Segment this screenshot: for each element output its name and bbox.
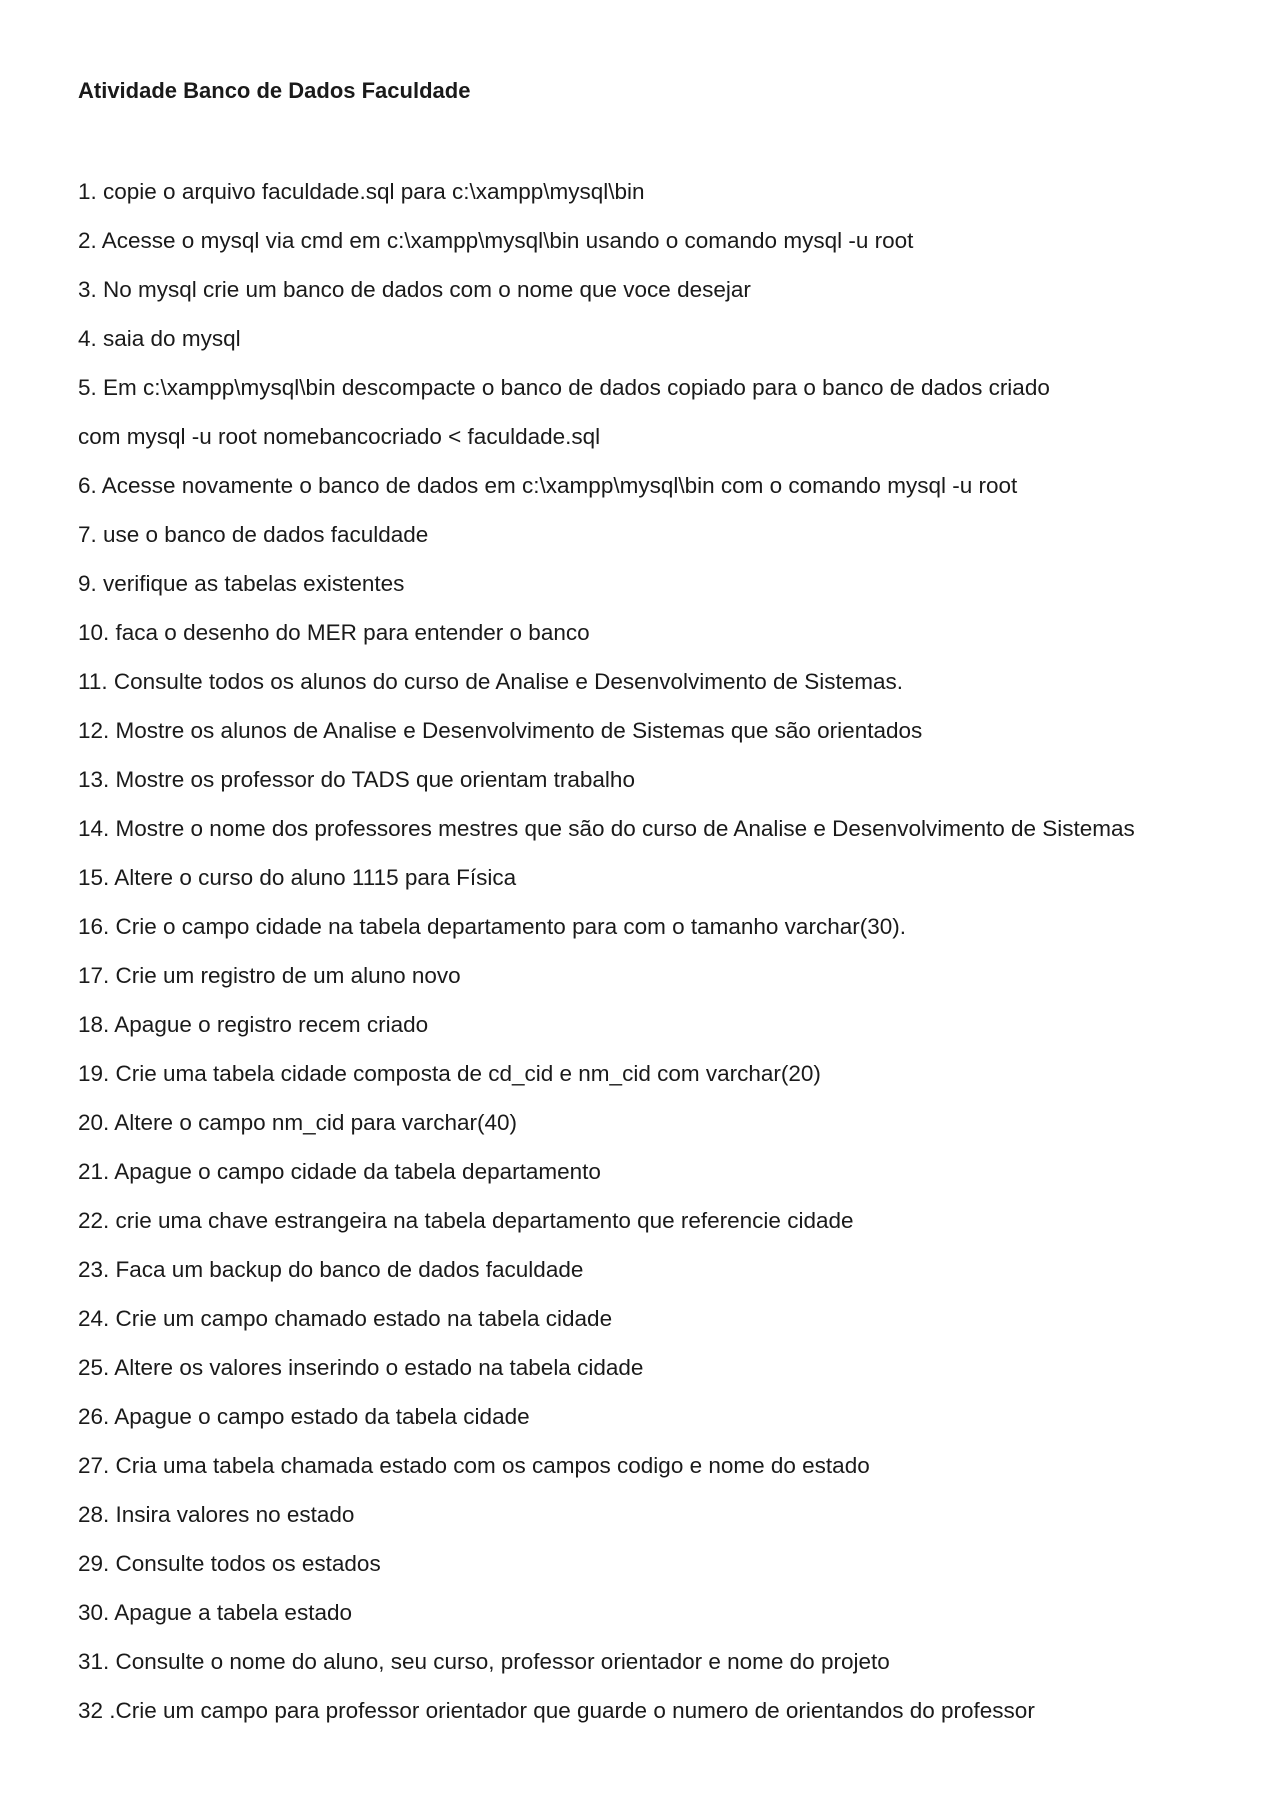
instruction-line: 18. Apague o registro recem criado [78, 1012, 429, 1037]
instruction-line: 29. Consulte todos os estados [78, 1551, 381, 1576]
instruction-line: 20. Altere o campo nm_cid para varchar(40) [78, 1110, 517, 1135]
instruction-line: 16. Crie o campo cidade na tabela departamento para com o tamanho varchar(30). [78, 914, 906, 939]
instruction-line: com mysql -u root nomebancocriado < faculdade.sql [78, 424, 601, 449]
instruction-line: 9. verifique as tabelas existentes [78, 571, 405, 596]
instruction-line: 30. Apague a tabela estado [78, 1600, 352, 1625]
document-title: Atividade Banco de Dados Faculdade [78, 78, 471, 103]
instruction-line: 25. Altere os valores inserindo o estado na tabela cidade [78, 1355, 644, 1380]
instruction-line: 12. Mostre os alunos de Analise e Desenvolvimento de Sistemas que são orientados [78, 718, 923, 743]
instruction-line: 21. Apague o campo cidade da tabela departamento [78, 1159, 601, 1184]
instruction-line: 28. Insira valores no estado [78, 1502, 355, 1527]
instruction-line: 11. Consulte todos os alunos do curso de Analise e Desenvolvimento de Sistemas. [78, 669, 904, 694]
instruction-line: 6. Acesse novamente o banco de dados em c:\xampp\mysql\bin com o comando mysql -u root [78, 473, 1018, 498]
instruction-line: 4. saia do mysql [78, 326, 241, 351]
instruction-line: 3. No mysql crie um banco de dados com o nome que voce desejar [78, 277, 751, 302]
instruction-line: 7. use o banco de dados faculdade [78, 522, 429, 547]
instruction-line: 2. Acesse o mysql via cmd em c:\xampp\mysql\bin usando o comando mysql -u root [78, 228, 914, 253]
instruction-line: 19. Crie uma tabela cidade composta de cd_cid e nm_cid com varchar(20) [78, 1061, 821, 1086]
instruction-line: 15. Altere o curso do aluno 1115 para Física [78, 865, 517, 890]
instruction-line: 26. Apague o campo estado da tabela cidade [78, 1404, 530, 1429]
instruction-list [78, 178, 1238, 1746]
instruction-line: 32 .Crie um campo para professor orientador que guarde o numero de orientandos do professor [78, 1698, 1035, 1723]
instruction-line: 24. Crie um campo chamado estado na tabela cidade [78, 1306, 613, 1331]
instruction-line: 23. Faca um backup do banco de dados faculdade [78, 1257, 584, 1282]
instruction-line: 14. Mostre o nome dos professores mestres que são do curso de Analise e Desenvolvimento de Sistemas [78, 816, 1135, 841]
instruction-line: 27. Cria uma tabela chamada estado com os campos codigo e nome do estado [78, 1453, 870, 1478]
instruction-line: 5. Em c:\xampp\mysql\bin descompacte o banco de dados copiado para o banco de dados criado [78, 375, 1050, 400]
instruction-line: 22. crie uma chave estrangeira na tabela departamento que referencie cidade [78, 1208, 854, 1233]
instruction-line: 17. Crie um registro de um aluno novo [78, 963, 461, 988]
instruction-line: 31. Consulte o nome do aluno, seu curso, professor orientador e nome do projeto [78, 1649, 890, 1674]
instruction-line: 10. faca o desenho do MER para entender o banco [78, 620, 590, 645]
instruction-line: 13. Mostre os professor do TADS que orientam trabalho [78, 767, 635, 792]
instruction-line: 1. copie o arquivo faculdade.sql para c:\xampp\mysql\bin [78, 179, 645, 204]
